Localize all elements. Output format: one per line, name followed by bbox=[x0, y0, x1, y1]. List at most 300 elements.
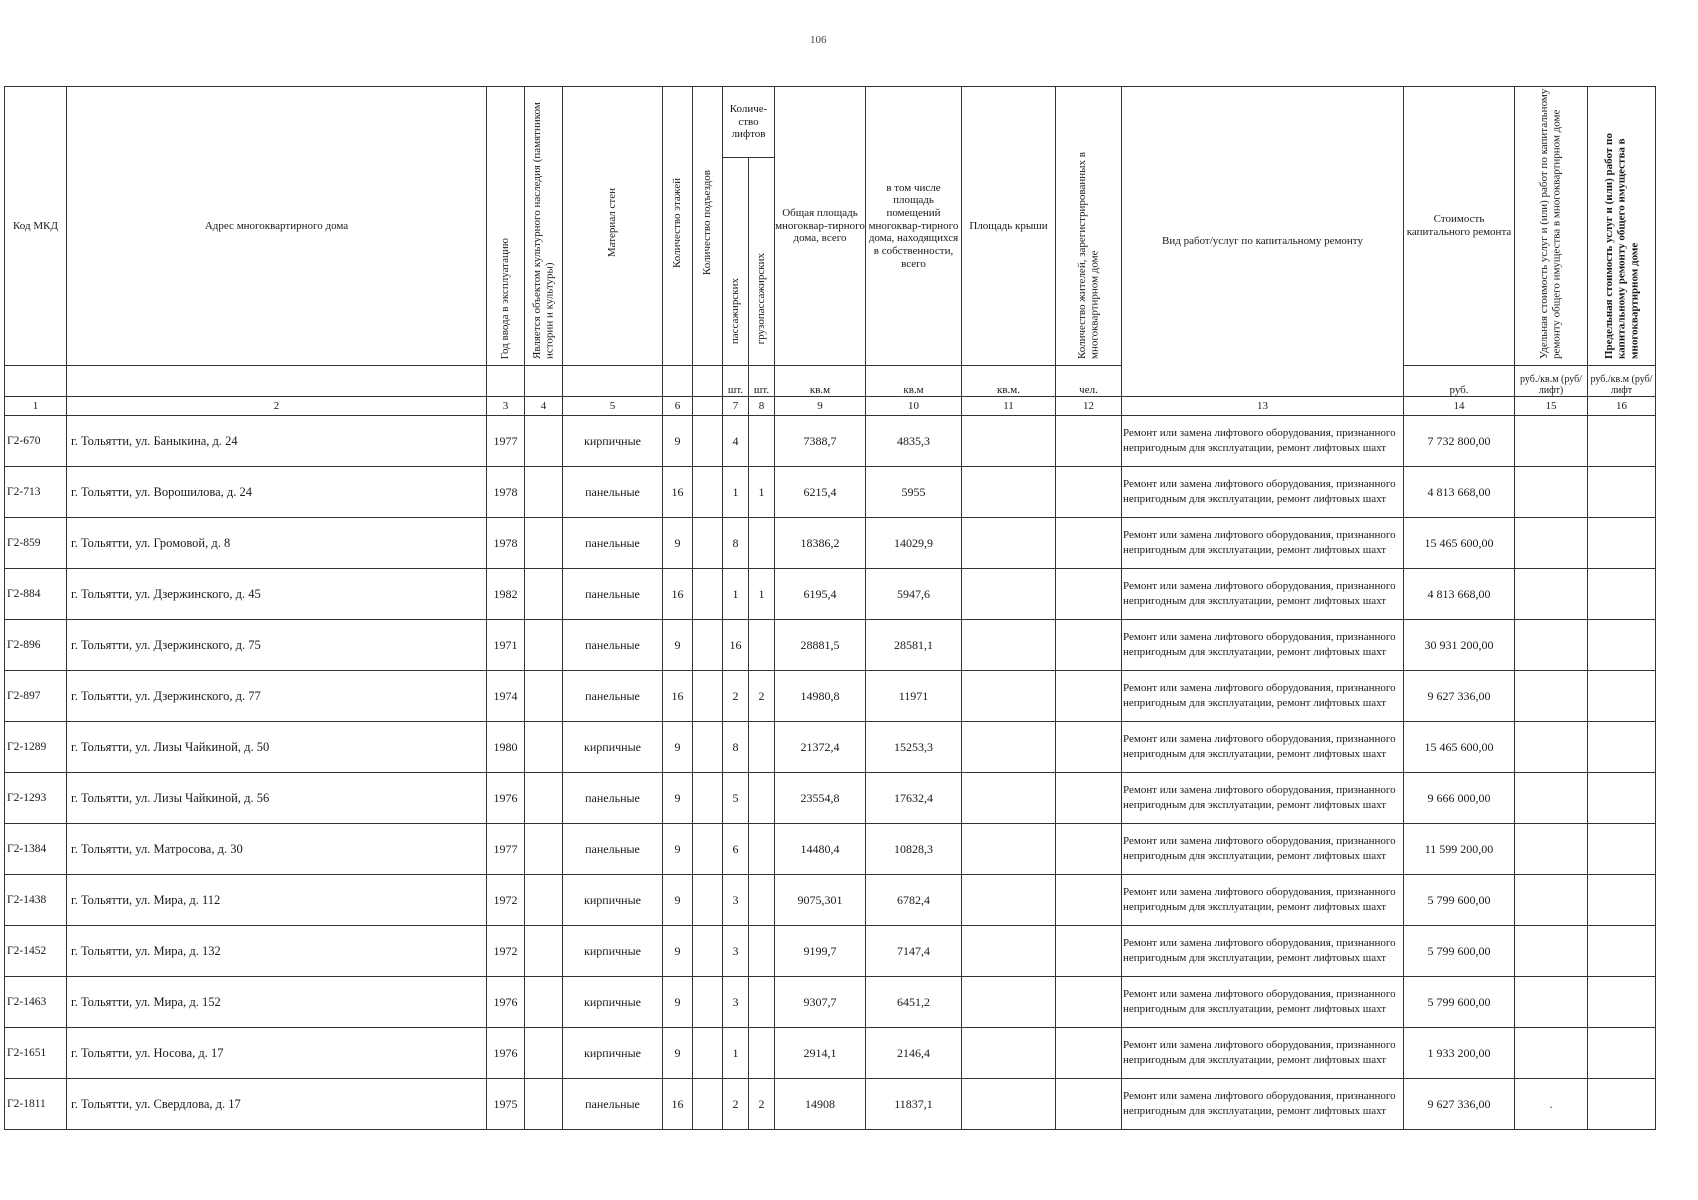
unit-roof-area: кв.м. bbox=[962, 366, 1056, 397]
row-lifts-cargo: 1 bbox=[749, 569, 775, 620]
header-roof-area: Площадь крыши bbox=[962, 87, 1056, 366]
row-roof-area bbox=[962, 467, 1056, 518]
row-lifts-passenger: 1 bbox=[723, 1028, 749, 1079]
unit-max-cost: руб./кв.м (руб/лифт bbox=[1588, 366, 1656, 397]
row-lifts-passenger: 1 bbox=[723, 467, 749, 518]
header-entrances bbox=[693, 87, 723, 366]
row-lifts-cargo bbox=[749, 722, 775, 773]
row-year: 1980 bbox=[487, 722, 525, 773]
table-row bbox=[5, 824, 1656, 875]
row-cost: 5 799 600,00 bbox=[1404, 926, 1515, 977]
row-year: 1976 bbox=[487, 1028, 525, 1079]
column-number: 11 bbox=[962, 397, 1056, 416]
capital-repair-table bbox=[4, 86, 1656, 1130]
row-lifts-passenger: 6 bbox=[723, 824, 749, 875]
row-roof-area bbox=[962, 977, 1056, 1028]
header-entrances-text: Количество подъездов bbox=[701, 170, 714, 276]
column-number: 5 bbox=[563, 397, 663, 416]
row-roof-area bbox=[962, 824, 1056, 875]
row-code: Г2-670 bbox=[5, 416, 67, 467]
row-lifts-cargo bbox=[749, 416, 775, 467]
table-row bbox=[5, 1028, 1656, 1079]
unit-cost: руб. bbox=[1404, 366, 1515, 397]
row-residents bbox=[1056, 569, 1122, 620]
row-cost: 15 465 600,00 bbox=[1404, 722, 1515, 773]
row-roof-area bbox=[962, 1028, 1056, 1079]
row-work-type: Ремонт или замена лифтового оборудования, признанного непригодным для эксплуатации, ремонт лифтовых шахт bbox=[1122, 977, 1404, 1028]
row-lifts-passenger: 5 bbox=[723, 773, 749, 824]
row-roof-area bbox=[962, 875, 1056, 926]
row-owned-area: 6782,4 bbox=[866, 875, 962, 926]
row-heritage bbox=[525, 518, 563, 569]
row-unit-cost bbox=[1515, 875, 1588, 926]
row-unit-cost bbox=[1515, 569, 1588, 620]
row-heritage bbox=[525, 773, 563, 824]
row-unit-cost bbox=[1515, 467, 1588, 518]
row-heritage bbox=[525, 1079, 563, 1130]
column-number: 3 bbox=[487, 397, 525, 416]
column-number: 8 bbox=[749, 397, 775, 416]
header-lifts-passenger bbox=[723, 158, 749, 366]
row-unit-cost bbox=[1515, 824, 1588, 875]
row-unit-cost bbox=[1515, 773, 1588, 824]
row-max-cost bbox=[1588, 875, 1656, 926]
row-residents bbox=[1056, 824, 1122, 875]
header-heritage bbox=[525, 87, 563, 366]
row-total-area: 21372,4 bbox=[775, 722, 866, 773]
row-code: Г2-1289 bbox=[5, 722, 67, 773]
row-lifts-cargo bbox=[749, 518, 775, 569]
row-max-cost bbox=[1588, 671, 1656, 722]
row-owned-area: 15253,3 bbox=[866, 722, 962, 773]
row-work-type: Ремонт или замена лифтового оборудования, признанного непригодным для эксплуатации, ремонт лифтовых шахт bbox=[1122, 1079, 1404, 1130]
row-max-cost bbox=[1588, 824, 1656, 875]
row-unit-cost: . bbox=[1515, 1079, 1588, 1130]
row-floors: 9 bbox=[663, 926, 693, 977]
row-total-area: 6215,4 bbox=[775, 467, 866, 518]
row-cost: 9 666 000,00 bbox=[1404, 773, 1515, 824]
header-work-type: Вид работ/услуг по капитальному ремонту bbox=[1122, 87, 1404, 397]
row-floors: 9 bbox=[663, 824, 693, 875]
row-wall-material: панельные bbox=[563, 671, 663, 722]
row-total-area: 9307,7 bbox=[775, 977, 866, 1028]
row-code: Г2-1452 bbox=[5, 926, 67, 977]
row-total-area: 14480,4 bbox=[775, 824, 866, 875]
row-wall-material: кирпичные bbox=[563, 416, 663, 467]
row-floors: 9 bbox=[663, 773, 693, 824]
header-floors bbox=[663, 87, 693, 366]
row-work-type: Ремонт или замена лифтового оборудования, признанного непригодным для эксплуатации, ремонт лифтовых шахт bbox=[1122, 773, 1404, 824]
row-cost: 9 627 336,00 bbox=[1404, 1079, 1515, 1130]
row-year: 1976 bbox=[487, 773, 525, 824]
row-lifts-cargo: 2 bbox=[749, 1079, 775, 1130]
header-lifts-cargo bbox=[749, 158, 775, 366]
table-row bbox=[5, 977, 1656, 1028]
row-wall-material: панельные bbox=[563, 824, 663, 875]
table-row bbox=[5, 518, 1656, 569]
row-lifts-cargo bbox=[749, 773, 775, 824]
column-number: 2 bbox=[67, 397, 487, 416]
row-roof-area bbox=[962, 773, 1056, 824]
row-roof-area bbox=[962, 416, 1056, 467]
row-owned-area: 2146,4 bbox=[866, 1028, 962, 1079]
row-max-cost bbox=[1588, 569, 1656, 620]
row-lifts-passenger: 8 bbox=[723, 518, 749, 569]
row-total-area: 6195,4 bbox=[775, 569, 866, 620]
row-owned-area: 11971 bbox=[866, 671, 962, 722]
row-code: Г2-1463 bbox=[5, 977, 67, 1028]
column-number: 16 bbox=[1588, 397, 1656, 416]
row-max-cost bbox=[1588, 620, 1656, 671]
row-owned-area: 17632,4 bbox=[866, 773, 962, 824]
header-max-cost-text: Предельная стоимость услуг и (или) работ по капитальному ремонту общего имущества в многоквартирном доме bbox=[1602, 133, 1640, 359]
row-lifts-passenger: 8 bbox=[723, 722, 749, 773]
row-cost: 7 732 800,00 bbox=[1404, 416, 1515, 467]
row-entrances bbox=[693, 773, 723, 824]
unit-total-area: кв.м bbox=[775, 366, 866, 397]
table-row bbox=[5, 416, 1656, 467]
header-code: Код МКД bbox=[5, 87, 67, 366]
unit-unit-cost: руб./кв.м (руб/лифт) bbox=[1515, 366, 1588, 397]
row-address: г. Тольятти, ул. Громовой, д. 8 bbox=[67, 518, 487, 569]
row-residents bbox=[1056, 671, 1122, 722]
row-wall-material: панельные bbox=[563, 518, 663, 569]
row-floors: 9 bbox=[663, 518, 693, 569]
row-heritage bbox=[525, 569, 563, 620]
row-wall-material: панельные bbox=[563, 1079, 663, 1130]
row-floors: 9 bbox=[663, 416, 693, 467]
row-entrances bbox=[693, 824, 723, 875]
table-row bbox=[5, 467, 1656, 518]
row-roof-area bbox=[962, 620, 1056, 671]
table-row bbox=[5, 875, 1656, 926]
row-work-type: Ремонт или замена лифтового оборудования, признанного непригодным для эксплуатации, ремонт лифтовых шахт bbox=[1122, 875, 1404, 926]
column-number: 10 bbox=[866, 397, 962, 416]
row-address: г. Тольятти, ул. Дзержинского, д. 75 bbox=[67, 620, 487, 671]
row-entrances bbox=[693, 926, 723, 977]
row-entrances bbox=[693, 875, 723, 926]
column-number: 14 bbox=[1404, 397, 1515, 416]
row-code: Г2-859 bbox=[5, 518, 67, 569]
row-unit-cost bbox=[1515, 518, 1588, 569]
row-cost: 30 931 200,00 bbox=[1404, 620, 1515, 671]
row-lifts-passenger: 3 bbox=[723, 977, 749, 1028]
row-lifts-cargo bbox=[749, 620, 775, 671]
row-heritage bbox=[525, 467, 563, 518]
row-lifts-cargo: 2 bbox=[749, 671, 775, 722]
header-year-text: Год ввода в эксплуатацию bbox=[499, 237, 512, 359]
row-lifts-passenger: 3 bbox=[723, 926, 749, 977]
row-roof-area bbox=[962, 926, 1056, 977]
row-residents bbox=[1056, 620, 1122, 671]
row-work-type: Ремонт или замена лифтового оборудования, признанного непригодным для эксплуатации, ремонт лифтовых шахт bbox=[1122, 722, 1404, 773]
row-total-area: 14980,8 bbox=[775, 671, 866, 722]
row-residents bbox=[1056, 518, 1122, 569]
row-floors: 9 bbox=[663, 875, 693, 926]
row-floors: 16 bbox=[663, 467, 693, 518]
row-floors: 9 bbox=[663, 620, 693, 671]
row-year: 1972 bbox=[487, 875, 525, 926]
row-unit-cost bbox=[1515, 1028, 1588, 1079]
row-year: 1978 bbox=[487, 518, 525, 569]
row-work-type: Ремонт или замена лифтового оборудования, признанного непригодным для эксплуатации, ремонт лифтовых шахт bbox=[1122, 518, 1404, 569]
row-lifts-passenger: 4 bbox=[723, 416, 749, 467]
row-cost: 5 799 600,00 bbox=[1404, 875, 1515, 926]
row-residents bbox=[1056, 875, 1122, 926]
row-owned-area: 4835,3 bbox=[866, 416, 962, 467]
row-address: г. Тольятти, ул. Дзержинского, д. 77 bbox=[67, 671, 487, 722]
row-unit-cost bbox=[1515, 671, 1588, 722]
unit-owned-area: кв.м bbox=[866, 366, 962, 397]
row-entrances bbox=[693, 416, 723, 467]
row-work-type: Ремонт или замена лифтового оборудования, признанного непригодным для эксплуатации, ремонт лифтовых шахт bbox=[1122, 1028, 1404, 1079]
unit-lifts-passenger: шт. bbox=[723, 366, 749, 397]
row-max-cost bbox=[1588, 1079, 1656, 1130]
header-row-top bbox=[5, 87, 1656, 158]
column-number: 12 bbox=[1056, 397, 1122, 416]
row-code: Г2-1293 bbox=[5, 773, 67, 824]
row-max-cost bbox=[1588, 518, 1656, 569]
row-work-type: Ремонт или замена лифтового оборудования, признанного непригодным для эксплуатации, ремонт лифтовых шахт bbox=[1122, 467, 1404, 518]
header-residents bbox=[1056, 87, 1122, 366]
row-entrances bbox=[693, 977, 723, 1028]
row-residents bbox=[1056, 416, 1122, 467]
row-residents bbox=[1056, 1079, 1122, 1130]
row-year: 1978 bbox=[487, 467, 525, 518]
row-residents bbox=[1056, 977, 1122, 1028]
row-residents bbox=[1056, 926, 1122, 977]
row-year: 1977 bbox=[487, 824, 525, 875]
row-year: 1977 bbox=[487, 416, 525, 467]
column-number: 6 bbox=[663, 397, 693, 416]
table-row bbox=[5, 722, 1656, 773]
row-total-area: 23554,8 bbox=[775, 773, 866, 824]
row-cost: 4 813 668,00 bbox=[1404, 467, 1515, 518]
row-roof-area bbox=[962, 1079, 1056, 1130]
row-floors: 9 bbox=[663, 977, 693, 1028]
row-entrances bbox=[693, 1079, 723, 1130]
row-max-cost bbox=[1588, 416, 1656, 467]
row-work-type: Ремонт или замена лифтового оборудования, признанного непригодным для эксплуатации, ремонт лифтовых шахт bbox=[1122, 926, 1404, 977]
row-entrances bbox=[693, 467, 723, 518]
row-year: 1972 bbox=[487, 926, 525, 977]
row-total-area: 14908 bbox=[775, 1079, 866, 1130]
row-address: г. Тольятти, ул. Матросова, д. 30 bbox=[67, 824, 487, 875]
row-lifts-passenger: 3 bbox=[723, 875, 749, 926]
row-address: г. Тольятти, ул. Мира, д. 132 bbox=[67, 926, 487, 977]
row-work-type: Ремонт или замена лифтового оборудования, признанного непригодным для эксплуатации, ремонт лифтовых шахт bbox=[1122, 416, 1404, 467]
row-code: Г2-1811 bbox=[5, 1079, 67, 1130]
row-unit-cost bbox=[1515, 416, 1588, 467]
row-lifts-passenger: 2 bbox=[723, 1079, 749, 1130]
row-owned-area: 5947,6 bbox=[866, 569, 962, 620]
row-unit-cost bbox=[1515, 926, 1588, 977]
row-roof-area bbox=[962, 518, 1056, 569]
unit-lifts-cargo: шт. bbox=[749, 366, 775, 397]
row-address: г. Тольятти, ул. Баныкина, д. 24 bbox=[67, 416, 487, 467]
row-lifts-cargo bbox=[749, 824, 775, 875]
row-work-type: Ремонт или замена лифтового оборудования, признанного непригодным для эксплуатации, ремонт лифтовых шахт bbox=[1122, 824, 1404, 875]
row-heritage bbox=[525, 824, 563, 875]
header-unit-cost-text: Удельная стоимость услуг и (или) работ по капитальному ремонту общего имущества в многоквартирном доме bbox=[1538, 88, 1563, 359]
row-residents bbox=[1056, 467, 1122, 518]
row-unit-cost bbox=[1515, 722, 1588, 773]
row-owned-area: 28581,1 bbox=[866, 620, 962, 671]
column-number: 15 bbox=[1515, 397, 1588, 416]
table-row bbox=[5, 569, 1656, 620]
row-lifts-cargo: 1 bbox=[749, 467, 775, 518]
row-lifts-cargo bbox=[749, 1028, 775, 1079]
header-total-area: Общая площадь многоквар-тирного дома, всего bbox=[775, 87, 866, 366]
row-heritage bbox=[525, 620, 563, 671]
row-address: г. Тольятти, ул. Ворошилова, д. 24 bbox=[67, 467, 487, 518]
column-number bbox=[693, 397, 723, 416]
row-owned-area: 14029,9 bbox=[866, 518, 962, 569]
row-owned-area: 11837,1 bbox=[866, 1079, 962, 1130]
row-heritage bbox=[525, 416, 563, 467]
row-wall-material: панельные bbox=[563, 620, 663, 671]
row-work-type: Ремонт или замена лифтового оборудования, признанного непригодным для эксплуатации, ремонт лифтовых шахт bbox=[1122, 671, 1404, 722]
header-lifts-group: Количе-ство лифтов bbox=[723, 87, 775, 158]
header-wall bbox=[563, 87, 663, 366]
row-address: г. Тольятти, ул. Дзержинского, д. 45 bbox=[67, 569, 487, 620]
row-address: г. Тольятти, ул. Мира, д. 152 bbox=[67, 977, 487, 1028]
header-address: Адрес многоквартирного дома bbox=[67, 87, 487, 366]
row-residents bbox=[1056, 773, 1122, 824]
table-body bbox=[5, 416, 1656, 1130]
row-year: 1975 bbox=[487, 1079, 525, 1130]
column-number: 1 bbox=[5, 397, 67, 416]
row-code: Г2-896 bbox=[5, 620, 67, 671]
row-address: г. Тольятти, ул. Лизы Чайкиной, д. 50 bbox=[67, 722, 487, 773]
row-roof-area bbox=[962, 722, 1056, 773]
row-total-area: 7388,7 bbox=[775, 416, 866, 467]
row-max-cost bbox=[1588, 977, 1656, 1028]
row-lifts-cargo bbox=[749, 875, 775, 926]
header-wall-text: Материал стен bbox=[606, 188, 619, 258]
column-number: 9 bbox=[775, 397, 866, 416]
row-total-area: 18386,2 bbox=[775, 518, 866, 569]
row-year: 1976 bbox=[487, 977, 525, 1028]
header-year bbox=[487, 87, 525, 366]
row-wall-material: кирпичные bbox=[563, 926, 663, 977]
row-owned-area: 7147,4 bbox=[866, 926, 962, 977]
table-row bbox=[5, 620, 1656, 671]
row-owned-area: 10828,3 bbox=[866, 824, 962, 875]
row-total-area: 28881,5 bbox=[775, 620, 866, 671]
header-residents-text: Количество жителей, зарегистрированных в многоквартирном доме bbox=[1075, 152, 1101, 359]
row-entrances bbox=[693, 518, 723, 569]
row-heritage bbox=[525, 1028, 563, 1079]
row-roof-area bbox=[962, 569, 1056, 620]
row-heritage bbox=[525, 875, 563, 926]
row-entrances bbox=[693, 620, 723, 671]
row-cost: 5 799 600,00 bbox=[1404, 977, 1515, 1028]
row-lifts-cargo bbox=[749, 926, 775, 977]
row-unit-cost bbox=[1515, 977, 1588, 1028]
column-number: 13 bbox=[1122, 397, 1404, 416]
row-max-cost bbox=[1588, 467, 1656, 518]
column-number: 7 bbox=[723, 397, 749, 416]
row-residents bbox=[1056, 1028, 1122, 1079]
row-cost: 4 813 668,00 bbox=[1404, 569, 1515, 620]
row-wall-material: кирпичные bbox=[563, 722, 663, 773]
row-entrances bbox=[693, 569, 723, 620]
header-lifts-cargo-text: грузопассажирских bbox=[755, 253, 768, 345]
table-row bbox=[5, 773, 1656, 824]
row-floors: 9 bbox=[663, 1028, 693, 1079]
row-owned-area: 6451,2 bbox=[866, 977, 962, 1028]
header-heritage-text: Является объектом культурного наследия (памятником истории и культуры) bbox=[530, 102, 556, 359]
row-total-area: 9199,7 bbox=[775, 926, 866, 977]
row-code: Г2-713 bbox=[5, 467, 67, 518]
row-floors: 16 bbox=[663, 671, 693, 722]
row-code: Г2-1384 bbox=[5, 824, 67, 875]
column-number-row bbox=[5, 397, 1656, 416]
row-unit-cost bbox=[1515, 620, 1588, 671]
row-floors: 9 bbox=[663, 722, 693, 773]
header-owned-area: в том числе площадь помещений многоквар-тирного дома, находящихся в собственности, всего bbox=[866, 87, 962, 366]
header-max-cost bbox=[1588, 87, 1656, 366]
row-cost: 11 599 200,00 bbox=[1404, 824, 1515, 875]
table-row bbox=[5, 671, 1656, 722]
row-wall-material: панельные bbox=[563, 773, 663, 824]
row-lifts-cargo bbox=[749, 977, 775, 1028]
row-code: Г2-884 bbox=[5, 569, 67, 620]
row-lifts-passenger: 16 bbox=[723, 620, 749, 671]
row-wall-material: кирпичные bbox=[563, 977, 663, 1028]
row-heritage bbox=[525, 926, 563, 977]
row-cost: 9 627 336,00 bbox=[1404, 671, 1515, 722]
unit-residents: чел. bbox=[1056, 366, 1122, 397]
row-heritage bbox=[525, 722, 563, 773]
row-wall-material: кирпичные bbox=[563, 875, 663, 926]
row-year: 1971 bbox=[487, 620, 525, 671]
row-lifts-passenger: 1 bbox=[723, 569, 749, 620]
row-code: Г2-1438 bbox=[5, 875, 67, 926]
row-heritage bbox=[525, 977, 563, 1028]
page-number: 106 bbox=[810, 34, 827, 46]
row-floors: 16 bbox=[663, 569, 693, 620]
header-floors-text: Количество этажей bbox=[671, 177, 684, 269]
header-unit-cost bbox=[1515, 87, 1588, 366]
row-year: 1982 bbox=[487, 569, 525, 620]
row-owned-area: 5955 bbox=[866, 467, 962, 518]
row-address: г. Тольятти, ул. Свердлова, д. 17 bbox=[67, 1079, 487, 1130]
row-entrances bbox=[693, 722, 723, 773]
row-max-cost bbox=[1588, 926, 1656, 977]
row-address: г. Тольятти, ул. Мира, д. 112 bbox=[67, 875, 487, 926]
row-cost: 15 465 600,00 bbox=[1404, 518, 1515, 569]
row-wall-material: панельные bbox=[563, 467, 663, 518]
row-address: г. Тольятти, ул. Лизы Чайкиной, д. 56 bbox=[67, 773, 487, 824]
row-entrances bbox=[693, 1028, 723, 1079]
row-residents bbox=[1056, 722, 1122, 773]
row-total-area: 9075,301 bbox=[775, 875, 866, 926]
units-row bbox=[5, 366, 1656, 397]
table-row bbox=[5, 926, 1656, 977]
row-max-cost bbox=[1588, 773, 1656, 824]
row-lifts-passenger: 2 bbox=[723, 671, 749, 722]
row-address: г. Тольятти, ул. Носова, д. 17 bbox=[67, 1028, 487, 1079]
row-max-cost bbox=[1588, 1028, 1656, 1079]
row-total-area: 2914,1 bbox=[775, 1028, 866, 1079]
row-cost: 1 933 200,00 bbox=[1404, 1028, 1515, 1079]
row-roof-area bbox=[962, 671, 1056, 722]
header-lifts-passenger-text: пассажирских bbox=[729, 278, 742, 345]
header-cost: Стоимость капитального ремонта bbox=[1404, 87, 1515, 366]
row-wall-material: кирпичные bbox=[563, 1028, 663, 1079]
